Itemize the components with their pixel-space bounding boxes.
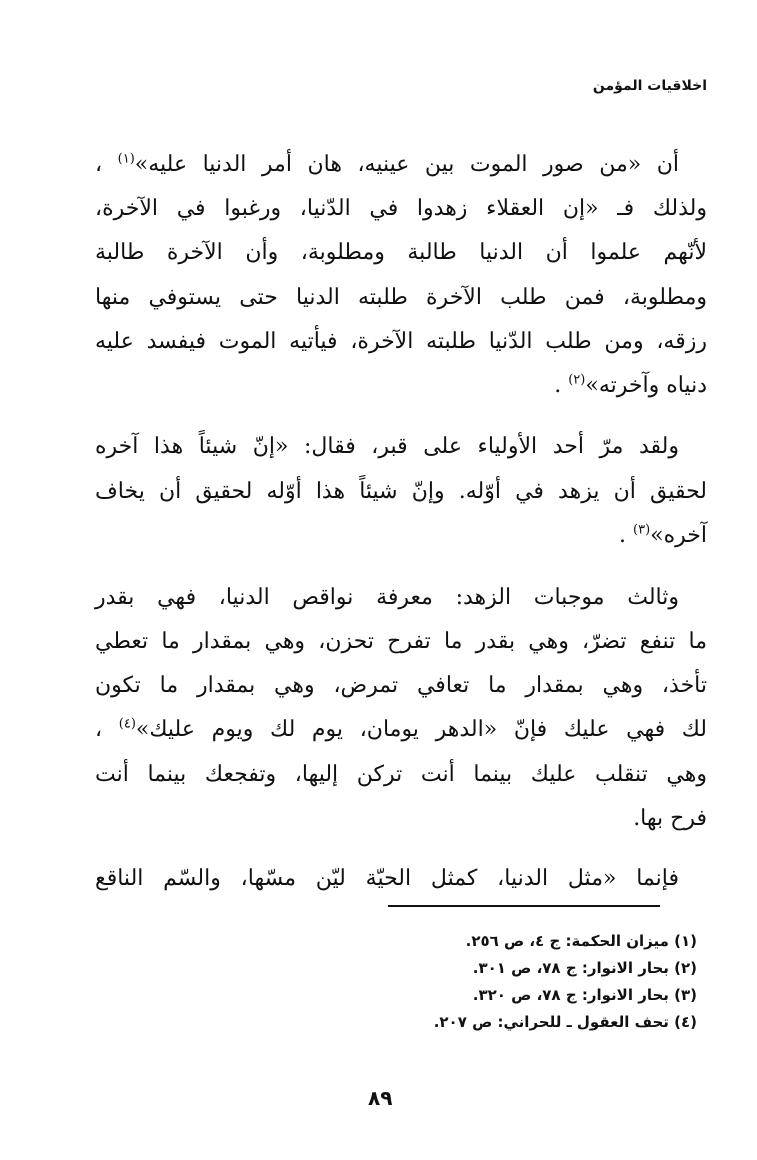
line-text: آخره» <box>650 523 707 548</box>
text-line <box>95 150 707 180</box>
page-number: ٨٩ <box>368 1086 393 1110</box>
text-line <box>95 371 707 401</box>
text-line <box>95 804 707 834</box>
line-text: لحقيق أن يزهد في أوّله. وإنّ شيئاً هذا أوّله لحقيق أن يخاف <box>95 479 707 504</box>
text-line <box>95 864 707 894</box>
text-line <box>95 627 707 657</box>
footnote-marker: (٢) <box>568 372 586 388</box>
text-line <box>95 432 707 462</box>
line-text: أن «من صور الموت بين عينيه، هان أمر الدنيا عليه» <box>134 152 679 177</box>
line-text: لأنّهم علموا أن الدنيا طالبة ومطلوبة، وأن الآخرة طالبة <box>95 240 707 265</box>
footnote: (٢) بحار الانوار: ج ٧٨، ص ٣٠١. <box>472 959 697 977</box>
punctuation: ، <box>95 152 103 177</box>
footnote-divider <box>388 905 660 907</box>
text-line <box>95 521 707 551</box>
line-text: ولقد مرّ أحد الأولياء على قبر، فقال: «إنّ شيئاً هذا آخره <box>95 434 679 459</box>
line-text: دنياه وآخرته» <box>585 373 707 398</box>
footnote-marker: (١) <box>117 151 135 167</box>
text-line <box>95 283 707 313</box>
footnote-marker: (٤) <box>118 716 136 732</box>
footnotes <box>434 928 697 1036</box>
punctuation: ، <box>95 717 103 742</box>
running-head: اخلاقيات المؤمن <box>592 78 707 94</box>
line-text: ما تنفع تضرّ، وهي بقدر ما تفرح تحزن، وهي بمقدار ما تعطي <box>95 629 707 654</box>
line-text: وهي تنقلب عليك بينما أنت تركن إليها، وتفجعك بينما أنت <box>95 762 707 787</box>
text-line <box>95 715 707 745</box>
line-text: وثالث موجبات الزهد: معرفة نواقص الدنيا، فهي بقدر <box>95 585 679 610</box>
text-line <box>95 671 707 701</box>
text-line <box>95 477 707 507</box>
text-line <box>95 327 707 357</box>
line-text: فإنما «مثل الدنيا، كمثل الحيّة ليّن مسّها، والسّم الناقع <box>95 866 679 891</box>
line-text: ومطلوبة، فمن طلب الآخرة طلبته الدنيا حتى يستوفي منها <box>95 285 707 310</box>
footnote: (٣) بحار الانوار: ج ٧٨، ص ٣٢٠. <box>472 986 697 1004</box>
punctuation: . <box>554 373 562 398</box>
text-line <box>95 194 707 224</box>
footnote: (١) ميزان الحكمة: ج ٤، ص ٢٥٦. <box>465 932 697 950</box>
line-text: ولذلك فـ «إن العقلاء زهدوا في الدّنيا، ورغبوا في الآخرة، <box>95 196 707 221</box>
text-line <box>95 760 707 790</box>
line-text: رزقه، ومن طلب الدّنيا طلبته الآخرة، فيأتيه الموت فيفسد عليه <box>95 329 707 354</box>
text-line <box>95 238 707 268</box>
line-text: لك فهي عليك فإنّ «الدهر يومان، يوم لك ويوم عليك» <box>135 717 708 742</box>
footnote: (٤) تحف العقول ـ للحراني: ص ٢٠٧. <box>433 1013 697 1031</box>
line-text: فرح بها. <box>633 806 707 831</box>
footnote-marker: (٣) <box>633 522 651 538</box>
text-line <box>95 583 707 613</box>
punctuation: . <box>619 523 627 548</box>
line-text: تأخذ، وهي بمقدار ما تعافي تمرض، وهي بمقدار ما تكون <box>95 673 707 698</box>
